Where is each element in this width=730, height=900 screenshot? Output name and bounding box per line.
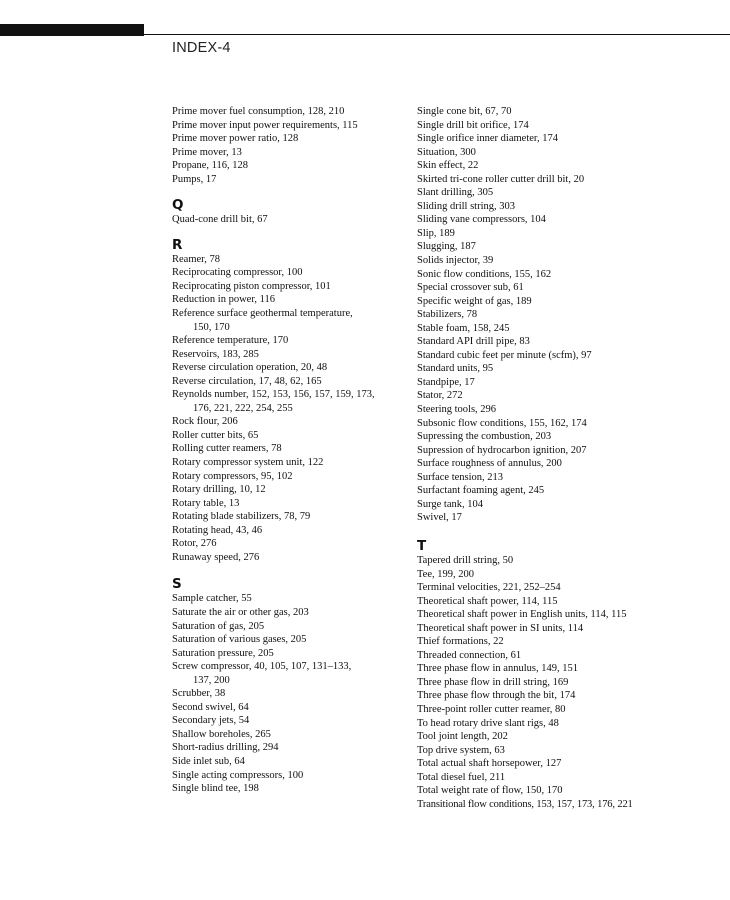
index-entry-text: Reynolds number, 152, 153, 156, 157, 159, 173,	[172, 389, 375, 401]
header-black-bar	[0, 24, 144, 36]
index-entry: Saturate the air or other gas, 203	[172, 606, 309, 618]
index-entry: Reciprocating piston compressor, 101	[172, 280, 331, 292]
index-entry: Reservoirs, 183, 285	[172, 348, 259, 360]
index-entry: Supressing the combustion, 203	[417, 431, 552, 443]
index-entry: Scrubber, 38	[172, 688, 226, 700]
index-entry: Theoretical shaft power in English units, 114, 115	[417, 609, 627, 621]
index-entry: To head rotary drive slant rigs, 48	[417, 717, 559, 729]
index-entry: Secondary jets, 54	[172, 715, 250, 727]
page-title: INDEX-4	[172, 40, 231, 56]
index-entry: Slugging, 187	[417, 241, 476, 253]
index-entry: Sample catcher, 55	[172, 593, 252, 605]
index-entry: Side inlet sub, 64	[172, 755, 245, 767]
index-entry: Roller cutter bits, 65	[172, 429, 259, 441]
index-entry: Three phase flow through the bit, 174	[417, 690, 576, 702]
section-letter-q: Q	[172, 197, 184, 214]
index-entry: Saturation of gas, 205	[172, 620, 265, 632]
index-entry-text: Reference surface geothermal temperature,	[172, 308, 353, 320]
index-entry: Second swivel, 64	[172, 701, 249, 713]
index-entry: Rotary compressor system unit, 122	[172, 457, 324, 469]
index-entry: Saturation of various gases, 205	[172, 634, 307, 646]
index-entry: Single cone bit, 67, 70	[417, 106, 512, 117]
index-column-left	[172, 105, 400, 796]
index-entry: Rolling cutter reamers, 78	[172, 443, 282, 455]
index-entry: Reduction in power, 116	[172, 294, 276, 306]
index-entry: Slant drilling, 305	[417, 187, 494, 199]
index-entry: Three phase flow in annulus, 149, 151	[417, 663, 578, 675]
index-entry: Reverse circulation, 17, 48, 62, 165	[172, 375, 322, 387]
index-entry: Total actual shaft horsepower, 127	[417, 758, 562, 770]
index-entry: Theoretical shaft power, 114, 115	[417, 595, 558, 607]
section-letter-r: R	[172, 236, 183, 253]
index-entry: Standard units, 95	[417, 363, 494, 375]
index-entry: Tee, 199, 200	[417, 568, 475, 580]
index-entry: Total diesel fuel, 211	[417, 771, 506, 783]
index-entry: Tool joint length, 202	[417, 731, 508, 743]
header-rule	[144, 34, 730, 35]
index-entry-continuation: 150, 170	[193, 321, 230, 333]
index-entry: Rotating head, 43, 46	[172, 524, 263, 536]
index-entry: Rotary table, 13	[172, 497, 240, 509]
index-entry: Reamer, 78	[172, 253, 220, 265]
index-entry: Sonic flow conditions, 155, 162	[417, 268, 552, 280]
index-entry: Total weight rate of flow, 150, 170	[417, 785, 563, 797]
index-entry: Sliding vane compressors, 104	[417, 214, 546, 226]
index-entry: Thief formations, 22	[417, 636, 504, 648]
section-letter-t: T	[417, 537, 427, 554]
index-entry: Surge tank, 104	[417, 498, 484, 510]
index-entry: Skirted tri-cone roller cutter drill bit, 20	[417, 173, 585, 185]
index-entry: Shallow boreholes, 265	[172, 728, 271, 740]
index-entry: Single acting compressors, 100	[172, 769, 304, 781]
index-entry: Threaded connection, 61	[417, 649, 522, 661]
index-entry: Stabilizers, 78	[417, 309, 478, 321]
index-entry: Situation, 300	[417, 146, 476, 158]
index-entry: Standard cubic feet per minute (scfm), 97	[417, 349, 592, 361]
index-entry: Reciprocating compressor, 100	[172, 267, 303, 279]
index-entry	[172, 307, 400, 334]
index-entry: Supression of hydrocarbon ignition, 207	[417, 444, 587, 456]
index-entry: Theoretical shaft power in SI units, 114	[417, 622, 584, 634]
index-entry: Single orifice inner diameter, 174	[417, 133, 558, 145]
index-entry: Surface tension, 213	[417, 471, 504, 483]
index-entry: Propane, 116, 128	[172, 160, 249, 172]
index-entry: Slip, 189	[417, 227, 455, 239]
index-entry: Rotary drilling, 10, 12	[172, 484, 266, 496]
index-entry: Reverse circulation operation, 20, 48	[172, 362, 328, 374]
index-entry: Rotating blade stabilizers, 78, 79	[172, 511, 311, 523]
section-letter-s: S	[172, 576, 182, 593]
index-entry: Solids injector, 39	[417, 255, 494, 267]
index-entry: Prime mover power ratio, 128	[172, 133, 299, 145]
index-entry: Reference temperature, 170	[172, 335, 289, 347]
index-entry: Quad-cone drill bit, 67	[172, 214, 268, 226]
index-entry: Stable foam, 158, 245	[417, 322, 510, 334]
index-entry: Subsonic flow conditions, 155, 162, 174	[417, 417, 587, 429]
index-entry: Single drill bit orifice, 174	[417, 119, 529, 131]
index-entry: Rock flour, 206	[172, 416, 238, 428]
index-entry: Saturation pressure, 205	[172, 647, 274, 659]
index-entry: Standard API drill pipe, 83	[417, 336, 530, 348]
index-column-right	[417, 105, 667, 811]
index-entry	[172, 388, 400, 415]
index-entry: Three phase flow in drill string, 169	[417, 676, 569, 688]
index-entry: Prime mover fuel consumption, 128, 210	[172, 106, 345, 117]
index-entry: Stator, 272	[417, 390, 463, 402]
index-entry: Surface roughness of annulus, 200	[417, 458, 562, 470]
index-entry: Steering tools, 296	[417, 404, 497, 416]
index-entry: Standpipe, 17	[417, 376, 475, 388]
index-entry: Transitional flow conditions, 153, 157, 173, 176, 221	[417, 798, 633, 810]
index-entry: Special crossover sub, 61	[417, 282, 524, 294]
index-entry: Swivel, 17	[417, 512, 462, 524]
index-entry-continuation: 176, 221, 222, 254, 255	[193, 402, 293, 414]
index-entry: Short-radius drilling, 294	[172, 742, 279, 754]
index-entry: Sliding drill string, 303	[417, 200, 516, 212]
index-entry: Specific weight of gas, 189	[417, 295, 532, 307]
index-entry: Rotary compressors, 95, 102	[172, 470, 293, 482]
index-entry: Three-point roller cutter reamer, 80	[417, 703, 566, 715]
index-entry: Skin effect, 22	[417, 160, 479, 172]
index-entry-continuation: 137, 200	[193, 674, 230, 686]
index-entry: Top drive system, 63	[417, 744, 505, 756]
index-entry	[172, 660, 400, 687]
index-entry: Surfactant foaming agent, 245	[417, 485, 545, 497]
index-entry: Rotor, 276	[172, 538, 217, 550]
index-entry: Tapered drill string, 50	[417, 554, 514, 566]
index-entry: Prime mover input power requirements, 115	[172, 119, 358, 131]
index-entry-text: Screw compressor, 40, 105, 107, 131–133,	[172, 661, 352, 673]
index-entry: Single blind tee, 198	[172, 783, 259, 795]
index-entry: Prime mover, 13	[172, 146, 242, 158]
index-entry: Terminal velocities, 221, 252–254	[417, 582, 561, 594]
index-entry: Pumps, 17	[172, 173, 217, 185]
index-entry: Runaway speed, 276	[172, 551, 260, 563]
